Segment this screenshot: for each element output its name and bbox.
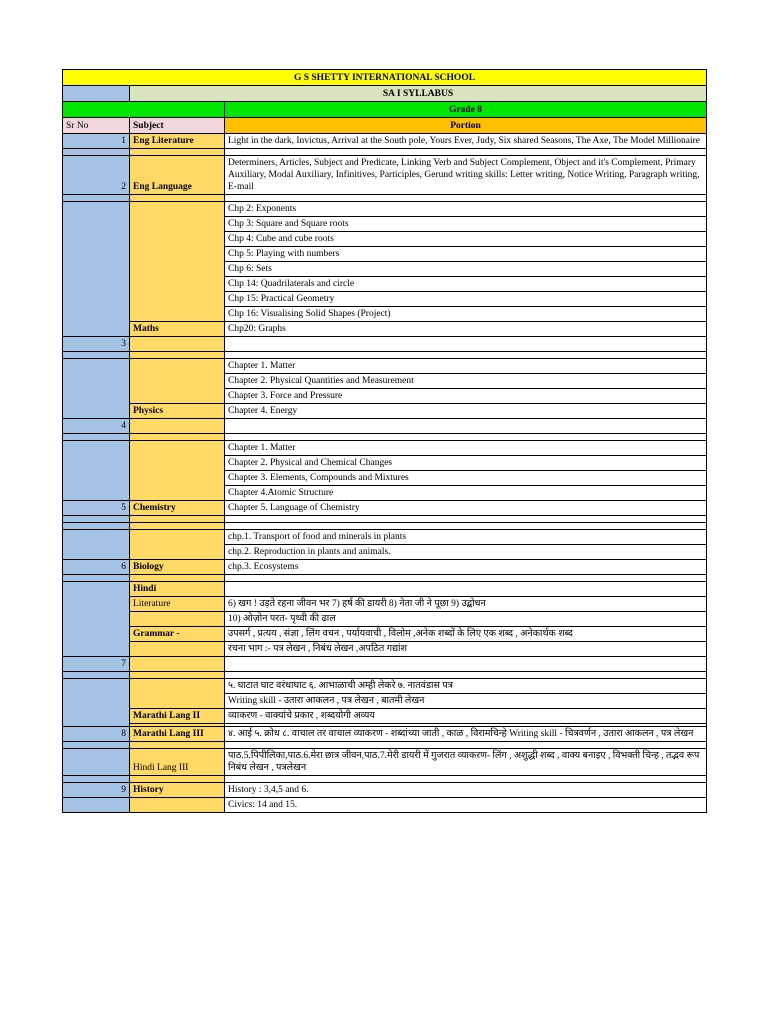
school-name: G S SHETTY INTERNATIONAL SCHOOL [63,70,707,86]
portion-item: Chp 15: Practical Geometry [225,292,707,307]
subject-marathi-lang-ii: Marathi Lang II [130,709,225,724]
subject-physics: Physics [130,404,225,419]
portion-item: Chp 16: Visualising Solid Shapes (Project) [225,307,707,322]
portion-item: उपसर्ग , प्रत्यय , संज्ञा , लिंग वचन , पर्यायवाची , विलोम ,अनेक शब्दों के लिए एक शब्द , अनेकार्थक शब्द [225,627,707,642]
header-subject: Subject [130,118,225,134]
portion-item: Chp 5: Playing with numbers [225,247,707,262]
portion-item: chp.1. Transport of food and minerals in plants [225,530,707,545]
sr-no: 8 [63,727,130,742]
sr-no: 7 [63,657,130,672]
portion-item: Writing skill - उतारा आकलन , पत्र लेखन , बातमी लेखन [225,694,707,709]
sr-no: 2 [63,156,130,195]
portion-item: Chapter 3. Force and Pressure [225,389,707,404]
portion-item: chp.2. Reproduction in plants and animals. [225,545,707,560]
syllabus-title: SA I SYLLABUS [130,86,707,102]
portion-cell: Determiners, Articles, Subject and Predicate, Linking Verb and Subject Complement, Object and it's Complement, Primary Auxiliary, Modal Auxiliary, Infinitives, Participles, Gerund writing skills: Letter writing, Notice Writing, Paragraph writing, E-mail [225,156,707,195]
subject-chemistry: Chemistry [130,501,225,516]
portion-item: Chapter 5. Language of Chemistry [225,501,707,516]
subject-history: History [130,783,225,798]
portion-item: Chapter 1. Matter [225,359,707,374]
sr-no: 3 [63,337,130,352]
hindi-grammar-label: Grammar - [130,627,225,642]
portion-item: History : 3,4,5 and 6. [225,783,707,798]
portion-item: Chapter 1. Matter [225,441,707,456]
portion-item: Civics: 14 and 15. [225,798,707,813]
sr-no: 4 [63,419,130,434]
sr-no: 1 [63,134,130,149]
portion-item: Chapter 3. Elements, Compounds and Mixtures [225,471,707,486]
portion-item: रचना भाग :- पत्र लेखन , निबंध लेखन ,अपठित गद्यांश [225,642,707,657]
subject-biology: Biology [130,560,225,575]
portion-item: chp.3. Ecosystems [225,560,707,575]
portion-item: Chp 14: Quadrilaterals and circle [225,277,707,292]
portion-item: ५. घाटात घाट वरंधाघाट ६. आभाळाची अम्ही लेकरे ७. नातवंडास पत्र [225,679,707,694]
portion-item: Chp 4: Cube and cube roots [225,232,707,247]
subject-hindi: Hindi [130,582,225,597]
portion-item: Chp 2: Exponents [225,202,707,217]
sr-no: 9 [63,783,130,798]
portion-item: Chapter 2. Physical and Chemical Changes [225,456,707,471]
portion-item: Chp 6: Sets [225,262,707,277]
subject-maths: Maths [130,322,225,337]
portion-item: Chp 3: Square and Square roots [225,217,707,232]
sr-no: 6 [63,560,130,575]
subject-hindi-lang-iii: Hindi Lang III [130,749,225,776]
header-portion: Portion [225,118,707,134]
hindi-literature-label: Literature [130,597,225,612]
portion-item: Chapter 2. Physical Quantities and Measurement [225,374,707,389]
portion-cell: पाठ.5.पिपीलिका,पाठ.6.मेरा छात्र जीवन,पाठ.7.मेरी डायरी में गुजरात व्याकरण- लिंग , अशुद्धी शब्द , वाक्य बनाइए , विभक्ती चिन्ह , तद्भव रूप निबंध लेखन , पत्रलेखन [225,749,707,776]
grade-label: Grade 8 [225,102,707,118]
portion-item: Chapter 4.Atomic Structure [225,486,707,501]
subject-eng-language: Eng Language [130,156,225,195]
header-sr-no: Sr No [63,118,130,134]
sr-no: 5 [63,501,130,516]
subject-eng-literature: Eng Literature [130,134,225,149]
portion-item: व्याकरण - वाक्यांचे प्रकार , शब्दयोगी अव्यय [225,709,707,724]
portion-cell: Light in the dark, Invictus, Arrival at the South pole, Yours Ever, Judy, Six shared Seasons, The Axe, The Model Millionaire [225,134,707,149]
portion-item: 10) ओज़ोन परत- पृथ्वी की ढाल [225,612,707,627]
portion-item: Chapter 4. Energy [225,404,707,419]
portion-item: 6) खग ! उड़ते रहना जीवन भर 7) हर्ष की डायरी 8) नेता जी ने पूछा 9) उद्बोधन [225,597,707,612]
syllabus-table [62,69,707,813]
portion-cell: ४. आई ५. क्रोध ८. वाचाल तर वाचाल व्याकरण - शब्दांच्या जाती , काळ , विरामचिन्हे Writing skill - चित्रवर्णन , उतारा आकलन , पत्र लेखन [225,727,707,742]
subject-marathi-lang-iii: Marathi Lang III [130,727,225,742]
portion-item: Chp20: Graphs [225,322,707,337]
